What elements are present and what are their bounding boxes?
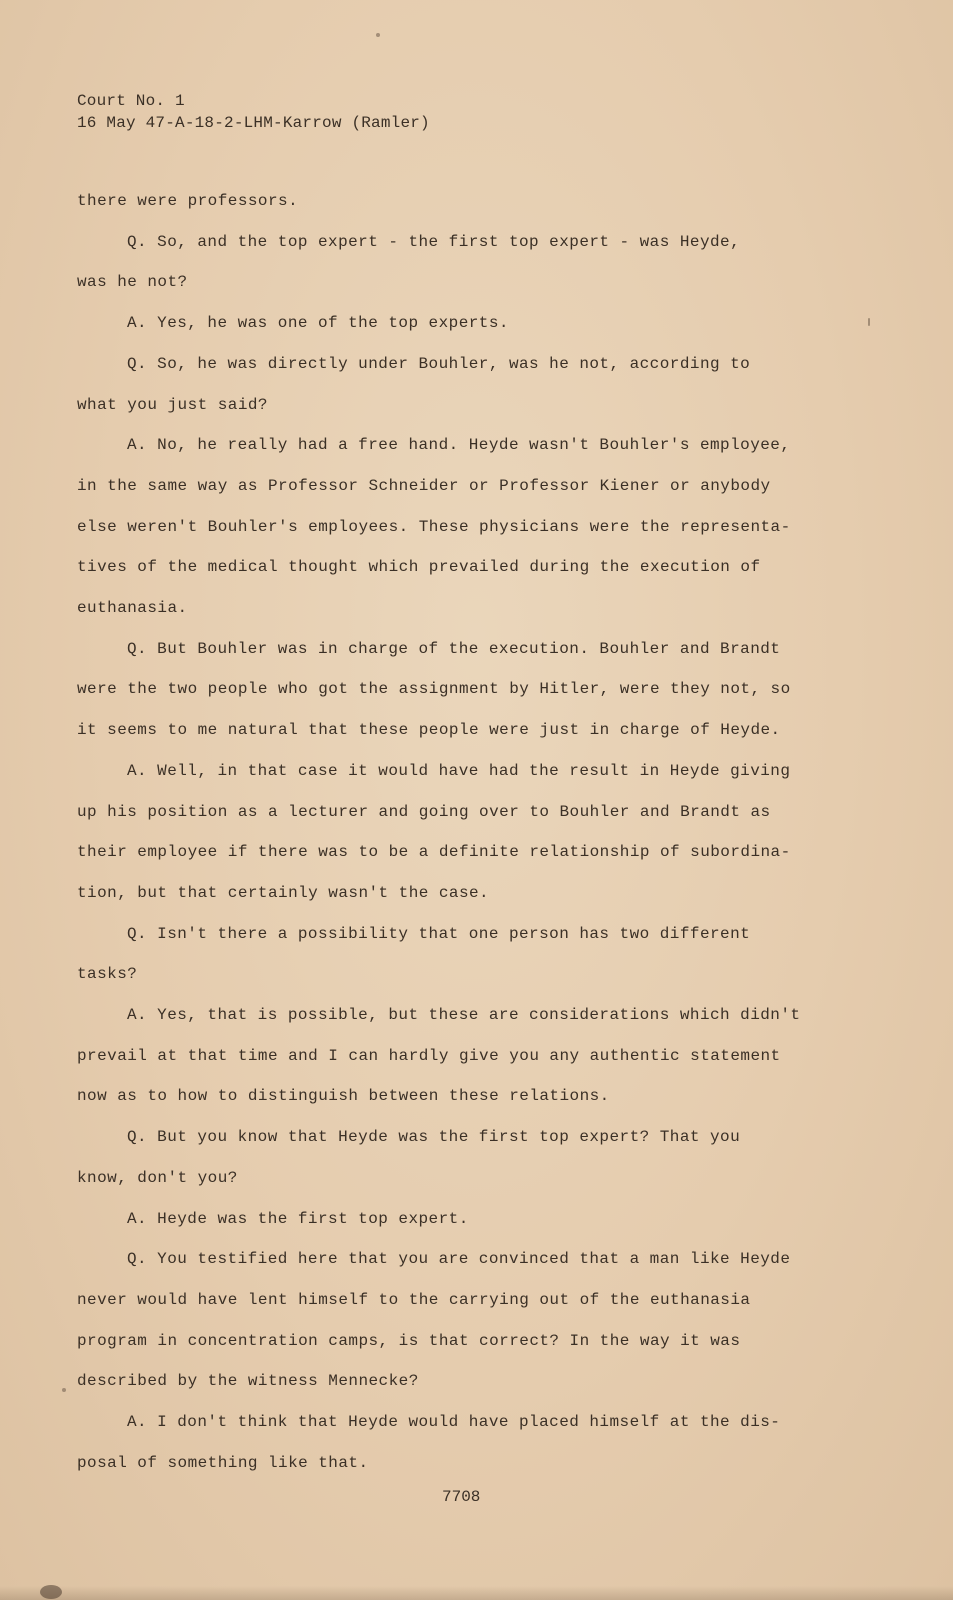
transcript-line: up his position as a lecturer and going over to Bouhler and Brandt as xyxy=(77,802,771,821)
session-reference: 16 May 47-A-18-2-LHM-Karrow (Ramler) xyxy=(77,114,430,132)
transcript-line: Q. You testified here that you are convinced that a man like Heyde xyxy=(127,1250,791,1269)
paper-speck xyxy=(376,33,380,37)
page-edge-shadow xyxy=(0,1586,953,1600)
transcript-line: what you just said? xyxy=(77,395,268,414)
transcript-line: was he not? xyxy=(77,273,188,292)
transcript-line: their employee if there was to be a definite relationship of subordina- xyxy=(77,843,791,862)
document-header xyxy=(77,90,430,134)
transcript-line: else weren't Bouhler's employees. These physicians were the representa- xyxy=(77,517,791,536)
transcript-line: never would have lent himself to the carrying out of the euthanasia xyxy=(77,1290,751,1309)
transcript-line: Q. So, and the top expert - the first top expert - was Heyde, xyxy=(127,232,741,251)
transcript-line: Q. But Bouhler was in charge of the execution. Bouhler and Brandt xyxy=(127,639,781,658)
transcript-line: A. No, he really had a free hand. Heyde wasn't Bouhler's employee, xyxy=(127,436,791,455)
court-number: Court No. 1 xyxy=(77,92,185,110)
transcript-line: know, don't you? xyxy=(77,1168,238,1187)
transcript-line: there were professors. xyxy=(77,192,299,210)
transcript-line: Q. But you know that Heyde was the first top expert? That you xyxy=(127,1128,741,1147)
transcript-line: posal of something like that. xyxy=(77,1453,369,1472)
transcript-line: it seems to me natural that these people were just in charge of Heyde. xyxy=(77,721,781,740)
transcript-line: were the two people who got the assignment by Hitler, were they not, so xyxy=(77,680,791,699)
transcript-line: A. Well, in that case it would have had the result in Heyde giving xyxy=(127,761,791,780)
transcript-line: prevail at that time and I can hardly give you any authentic statement xyxy=(77,1046,781,1065)
transcript-line: in the same way as Professor Schneider or Professor Kiener or anybody xyxy=(77,476,771,495)
transcript-line: Q. So, he was directly under Bouhler, was he not, according to xyxy=(127,354,751,373)
paper-speck xyxy=(62,1388,66,1392)
transcript-line: Q. Isn't there a possibility that one person has two different xyxy=(127,924,751,943)
paper-speck xyxy=(868,318,870,326)
transcript-line: A. Heyde was the first top expert. xyxy=(127,1209,469,1228)
transcript-line: tasks? xyxy=(77,965,138,984)
transcript-line: euthanasia. xyxy=(77,599,188,617)
transcript-line: now as to how to distinguish between these relations. xyxy=(77,1087,610,1106)
transcript-line: tives of the medical thought which prevailed during the execution of xyxy=(77,558,761,577)
transcript-line: A. Yes, he was one of the top experts. xyxy=(127,314,509,333)
transcript-line: A. I don't think that Heyde would have placed himself at the dis- xyxy=(127,1413,781,1431)
transcript-line: described by the witness Mennecke? xyxy=(77,1372,419,1391)
page-number: 7708 xyxy=(442,1488,481,1506)
transcript-line: A. Yes, that is possible, but these are considerations which didn't xyxy=(127,1006,801,1024)
transcript-line: tion, but that certainly wasn't the case. xyxy=(77,883,490,902)
transcript-line: program in concentration camps, is that correct? In the way it was xyxy=(77,1331,741,1350)
